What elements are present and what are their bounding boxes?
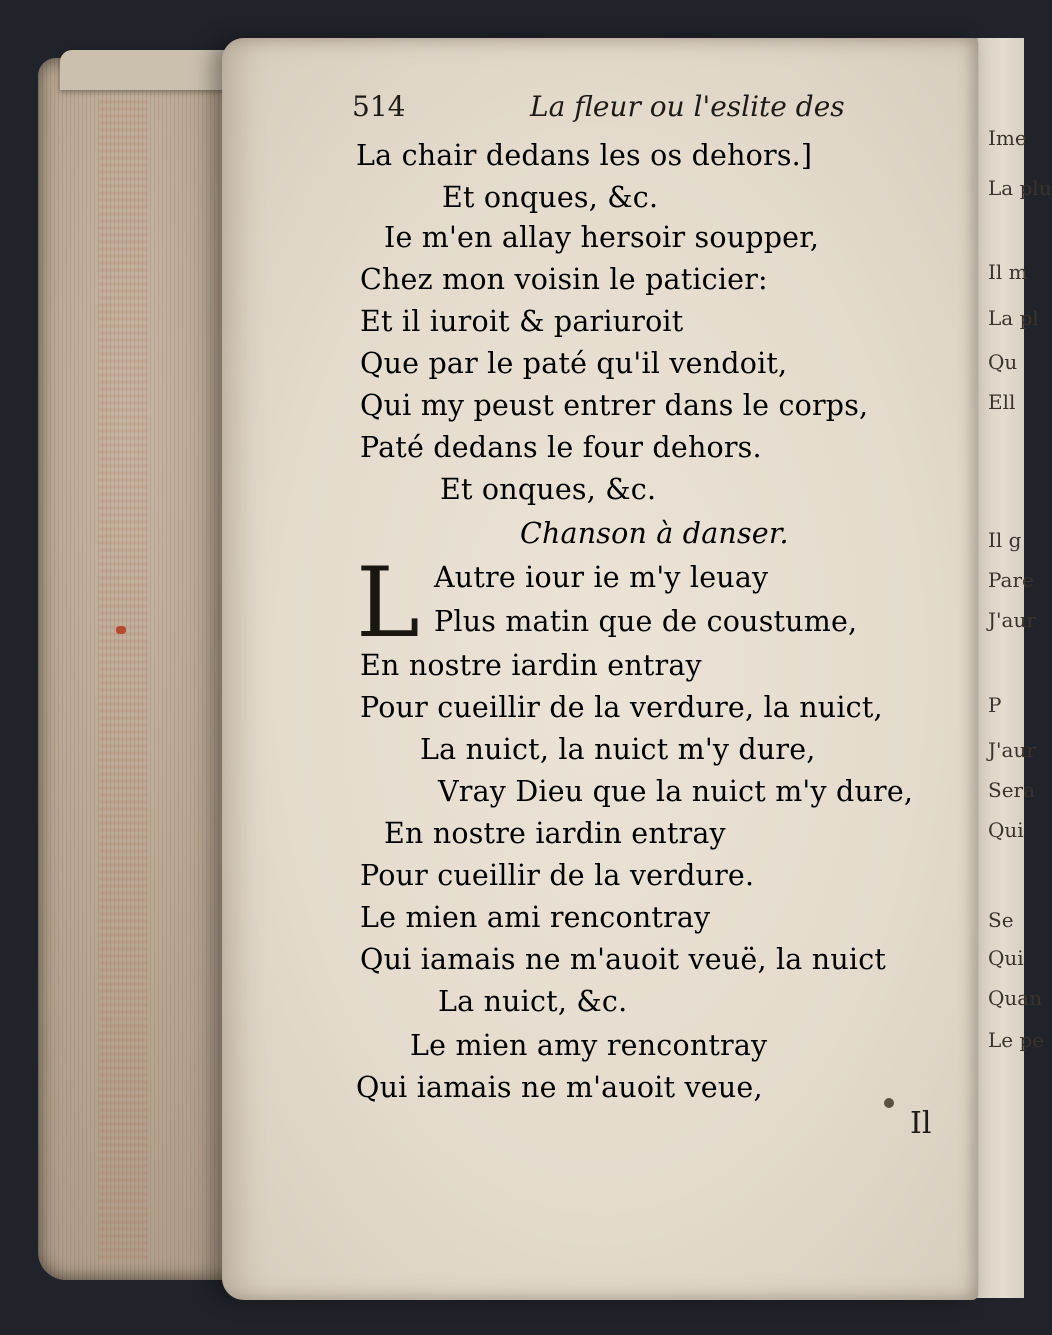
text-line: Ie m'en allay hersoir soupper, (384, 221, 820, 254)
stain-mark (116, 626, 126, 634)
text-line: Qui iamais ne m'auoit veuë, la nuict (360, 943, 887, 976)
text-line: Et il iuroit & pariuroit (360, 305, 684, 338)
running-head (352, 90, 845, 134)
facing-fragment: P (988, 693, 1002, 717)
facing-fragment: Il g (988, 528, 1022, 552)
running-title: La fleur ou l'eslite des (530, 90, 845, 123)
text-line: Le mien amy rencontray (410, 1029, 768, 1062)
facing-page (972, 38, 1052, 1298)
facing-fragment: Le pe (988, 1028, 1045, 1052)
facing-fragment: La pl (988, 306, 1039, 330)
text-line: En nostre iardin entray (360, 649, 702, 682)
text-line: En nostre iardin entray (384, 817, 726, 850)
facing-fragment: Il m (988, 260, 1028, 284)
drop-cap: L (356, 547, 420, 659)
facing-fragment: J'aur (988, 608, 1036, 632)
text-line: Qui iamais ne m'auoit veue, (356, 1071, 763, 1104)
facing-fragment: Pare (988, 568, 1034, 592)
text-line: Autre iour ie m'y leuay (434, 561, 769, 594)
text-line: Pour cueillir de la verdure. (360, 859, 755, 892)
section-title: Chanson à danser. (520, 517, 789, 550)
text-line: Le mien ami rencontray (360, 901, 711, 934)
facing-fragment: Sera (988, 778, 1036, 802)
facing-fragment: Qui (988, 818, 1024, 842)
facing-fragment: Quan (988, 986, 1043, 1010)
facing-fragment: Se (988, 908, 1014, 932)
text-line: La chair dedans les os dehors.] (356, 139, 813, 172)
facing-fragment: J'aur (988, 738, 1036, 762)
facing-fragment: Ell (988, 390, 1016, 414)
text-line: Plus matin que de coustume, (434, 605, 858, 638)
facing-fragment: Ime (988, 126, 1027, 150)
text-line: Et onques, &c. (440, 473, 657, 506)
facing-fragment: La plu (988, 176, 1052, 200)
facing-fragment: Qui (988, 946, 1024, 970)
text-line: Vray Dieu que la nuict m'y dure, (438, 775, 914, 808)
text-line: La nuict, &c. (438, 985, 628, 1018)
text-line: Paté dedans le four dehors. (360, 431, 762, 464)
text-line: Qui my peust entrer dans le corps, (360, 389, 869, 422)
text-line: Pour cueillir de la verdure, la nuict, (360, 691, 883, 724)
text-line: Que par le paté qu'il vendoit, (360, 347, 788, 380)
text-line: La nuict, la nuict m'y dure, (420, 733, 816, 766)
ink-spot (884, 1098, 894, 1108)
catchword: Il (910, 1106, 932, 1141)
facing-fragment: Qu (988, 350, 1018, 374)
text-line: Chez mon voisin le paticier: (360, 263, 768, 296)
text-line: Et onques, &c. (442, 181, 659, 214)
page-number: 514 (352, 90, 406, 123)
